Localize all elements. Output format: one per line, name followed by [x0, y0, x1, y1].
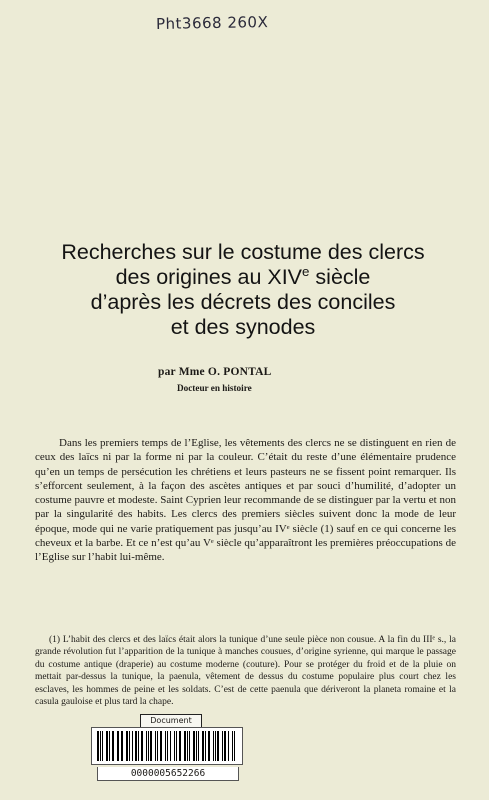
footnote-text: (1) L’habit des clercs et des laïcs était alors la tunique d’une seule pièce non cousue. A la fin du IIIᵉ s., la grande révolution fut l’apparition de la tunique à manches cousues, d’origine syrienne, qui marque le passage du costume antique (draperie) au costume moderne (couture). Pour se protéger du froid et de la pluie on mettait par-dessus la tunique, la paenula, vêtement de dessus du costume populaire plus court chez les esclaves, les hommes de peine et les soldats. C’est de cette paenula que dériveront la planeta romaine et la casula gauloise et plus tard la chape.	[35, 635, 456, 708]
barcode-icon	[91, 727, 243, 765]
title-line-2: des origines au XIVe siècle	[115, 264, 371, 289]
body-text: Dans les premiers temps de l’Eglise, les vêtements des clercs ne se distinguent en rien de ceux des laïcs ni par la forme ni par la couleur. C’était du reste d’une élémentaire prudence qu’en un temps de persécution les chrétiens et leurs pasteurs ne se fissent point remarquer. Ils s’efforcent seulement, à la façon des ascètes antiques et par souci d’humilité, d’adopter un costume pauvre et modeste. Saint Cyprien leur recommande de se distinguer par la vertu et non par la singularité des habits. Les clercs des premiers siècles suivent donc la mode de leur époque, mode qui ne varie pratiquement pas jusqu’au IVᵉ siècle (1) sauf en ce qui concerne les cheveux et la barbe. Et ce n’est qu’au Vᵉ siècle qu’apparaîtront les premières préoccupations de l’Eglise sur l’habit lui-même.	[35, 437, 456, 564]
handwritten-shelfmark: Pht3668 260X	[155, 13, 269, 33]
author-byline: par Mme O. PONTAL	[158, 366, 272, 378]
author-credential: Docteur en histoire	[177, 383, 252, 393]
barcode-label: Document	[140, 714, 202, 728]
title-line-4: et des synodes	[170, 315, 316, 339]
footnote	[35, 634, 456, 708]
body-paragraph	[35, 436, 456, 565]
barcode-number: 0000005652266	[97, 767, 239, 781]
title-line-3: d’après les décrets des conciles	[90, 290, 396, 314]
article-title	[38, 240, 448, 340]
title-line-1: Recherches sur le costume des clercs	[61, 240, 425, 264]
